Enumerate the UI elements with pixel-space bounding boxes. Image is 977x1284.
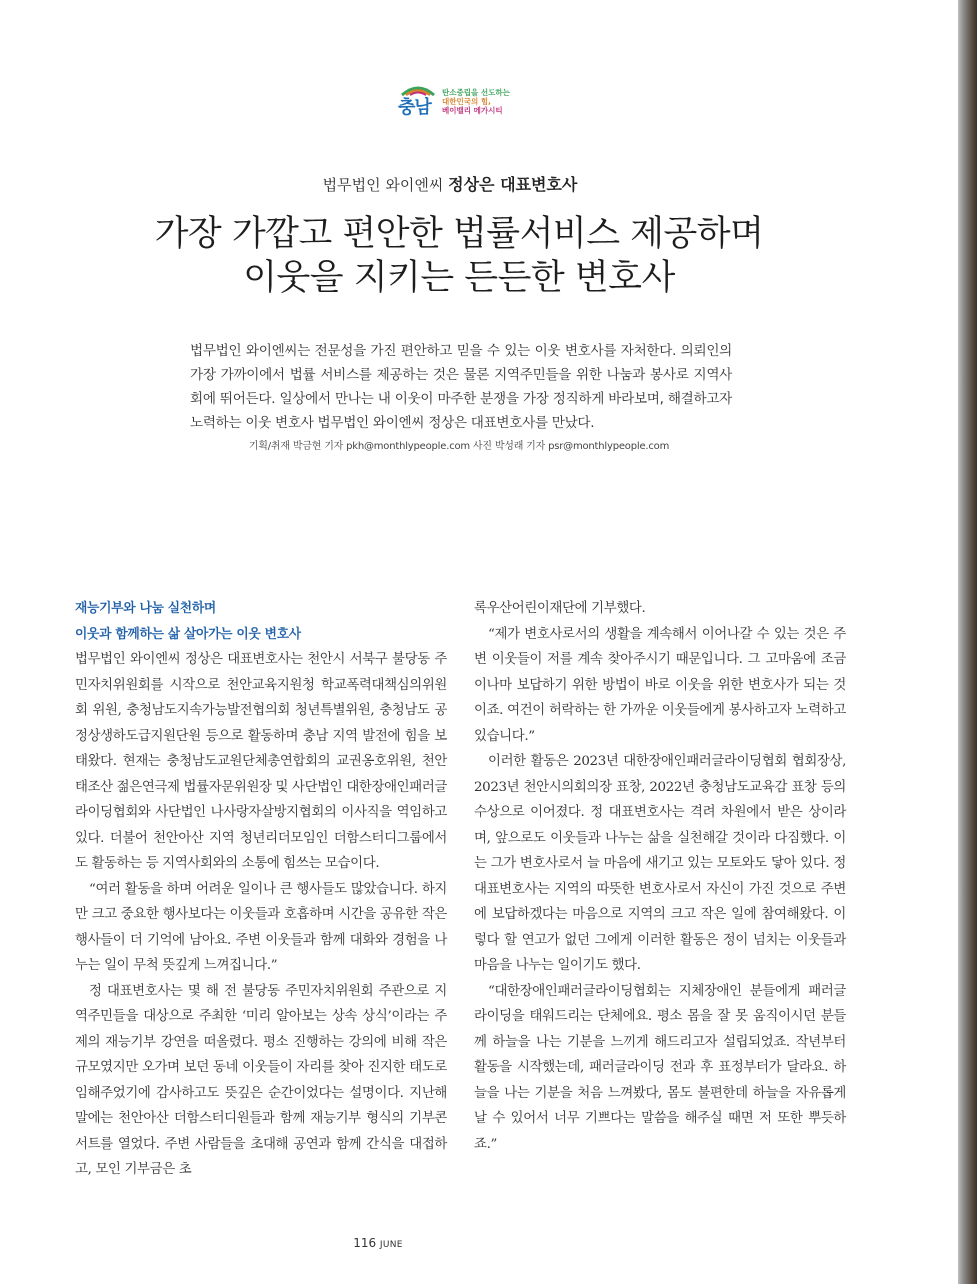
paragraph: 록우산어린이재단에 기부했다. — [474, 601, 646, 616]
article-headline — [0, 212, 918, 300]
section-heading-1: 재능기부와 나눔 실천하며 — [75, 601, 216, 616]
paragraph: 이러한 활동은 2023년 대한장애인패러글라이딩협회 협회장상, 2023년 천안시의회의장 표창, 2022년 충청남도교육감 표창 등의 수상으로 이어졌다. 정 대표변호사는 격려 차원에서 받은 상이라며, 앞으로도 이웃들과 나누는 삶을 실천해갈 것이라 다짐했다. 이는 그가 변호사로서 늘 마음에 새기고 있는 모토와도 닿아 있다. 정 대표변호사는 지역의 따뜻한 변호사로서 자신이 가진 것으로 주변에 보답하겠다는 마음으로 지역의 크고 작은 일에 참여해왔다. 이렇다 할 연고가 없던 그에게 이러한 활동은 정이 넘치는 이웃들과 마음을 나누는 일이기도 했다. — [474, 754, 846, 973]
body-column-left — [75, 596, 447, 1183]
subtitle-firm: 법무법인 와이엔씨 — [322, 176, 444, 194]
page-edge-photo — [958, 0, 977, 1284]
paragraph-quote: “여러 활동을 하며 어려운 일이나 큰 행사들도 많았습니다. 하지만 크고 중요한 행사보다는 이웃들과 호흡하며 시간을 공유한 작은 행사들이 더 기억에 남아요. 주변 이웃들과 함께 대화와 경험을 나누는 일이 무척 뜻깊게 느껴집니다.” — [75, 881, 447, 973]
headline-line-1: 가장 가깝고 편안한 법률서비스 제공하며 — [154, 214, 764, 254]
subtitle-person: 정상은 대표변호사 — [448, 175, 578, 194]
logo-tagline-3: 베이밸리 메가시티 — [442, 106, 503, 115]
paragraph-quote: “대한장애인패러글라이딩협회는 지체장애인 분들에게 패러글라이딩을 태워드리는 단체에요. 평소 몸을 잘 못 움직이시던 분들께 하늘을 나는 기분을 느끼게 해드리고자 설립되었죠. 작년부터 활동을 시작했는데, 패러글라이딩 전과 후 표정부터가 달라요. 하늘을 나는 기분을 처음 느껴봤다, 몸도 불편한데 하늘을 자유롭게 날 수 있어서 너무 기쁘다는 말씀을 해주실 때면 저 또한 뿌듯하죠.” — [474, 983, 846, 1152]
page-folio — [0, 1236, 756, 1250]
logo-tagline — [442, 88, 510, 115]
article-credit: 기획/취재 박금현 기자 pkh@monthlypeople.com 사진 박성래 기자 psr@monthlypeople.com — [248, 441, 670, 452]
paragraph: 법무법인 와이엔씨 정상은 대표변호사는 천안시 서북구 불당동 주민자치위원회를 시작으로 천안교육지원청 학교폭력대책심의위원회 위원, 충청남도지속가능발전협의회 청년특별위원, 충청남도 공정상생하도급지원단원 등으로 활동하며 충남 지역 발전에 힘을 보태왔다. 현재는 충청남도교원단체총연합회의 교권옹호위원, 천안 태조산 젊은연극제 법률자문위원장 및 사단법인 대한장애인패러글라이딩협회와 사단법인 나사랑자살방지협회의 이사직을 역임하고 있다. 더불어 천안아산 지역 청년리더모임인 더함스터디그룹에서도 활동하는 등 지역사회와의 소통에 힘쓰는 모습이다. — [75, 652, 447, 871]
issue-month: JUNE — [379, 1240, 403, 1250]
paragraph-quote: “제가 변호사로서의 생활을 계속해서 이어나갈 수 있는 것은 주변 이웃들이 저를 계속 찾아주시기 때문입니다. 그 고마움에 조금이나마 보답하기 위한 방법이 바로 이웃을 위한 변호사가 되는 것이죠. 여건이 허락하는 한 가까운 이웃들에게 봉사하고자 노력하고 있습니다.” — [474, 626, 846, 744]
headline-line-2: 이웃을 지키는 든든한 변호사 — [243, 258, 675, 298]
article-subtitle — [0, 172, 900, 195]
logo-tagline-1: 탄소중립을 선도하는 — [442, 88, 510, 97]
chungnam-logo — [396, 84, 526, 122]
logo-tagline-2: 대한민국의 힘, — [442, 97, 491, 106]
section-heading-2: 이웃과 함께하는 삶 살아가는 이웃 변호사 — [75, 626, 301, 642]
logo-name: 충남 — [398, 97, 431, 118]
page-number: 116 — [353, 1236, 377, 1250]
body-column-right — [474, 596, 846, 1157]
paragraph: 정 대표변호사는 몇 해 전 불당동 주민자치위원회 주관으로 지역주민들을 대상으로 주최한 ‘미리 알아보는 상속 상식’이라는 주제의 재능기부 강연을 떠올렸다. 평소 진행하는 강의에 비해 작은 규모였지만 오가며 보던 동네 이웃들이 자리를 찾아 진지한 태도로 임해주었기에 감사하고도 뜻깊은 순간이었다는 설명이다. 지난해 말에는 천안아산 더함스터디원들과 함께 재능기부 형식의 기부콘서트를 열었다. 주변 사람들을 초대해 공연과 함께 간식을 대접하고, 모인 기부금은 초 — [75, 983, 447, 1177]
article-lead: 법무법인 와이엔씨는 전문성을 가진 편안하고 믿을 수 있는 이웃 변호사를 자처한다. 의뢰인의 가장 가까이에서 법률 서비스를 제공하는 것은 물론 지역주민들을 위한 나눔과 봉사로 지역사회에 뛰어든다. 일상에서 만나는 내 이웃이 마주한 분쟁을 가장 정직하게 바라보며, 해결하고자 노력하는 이웃 변호사 법무법인 와이엔씨 정상은 대표변호사를 만났다. — [190, 343, 732, 431]
